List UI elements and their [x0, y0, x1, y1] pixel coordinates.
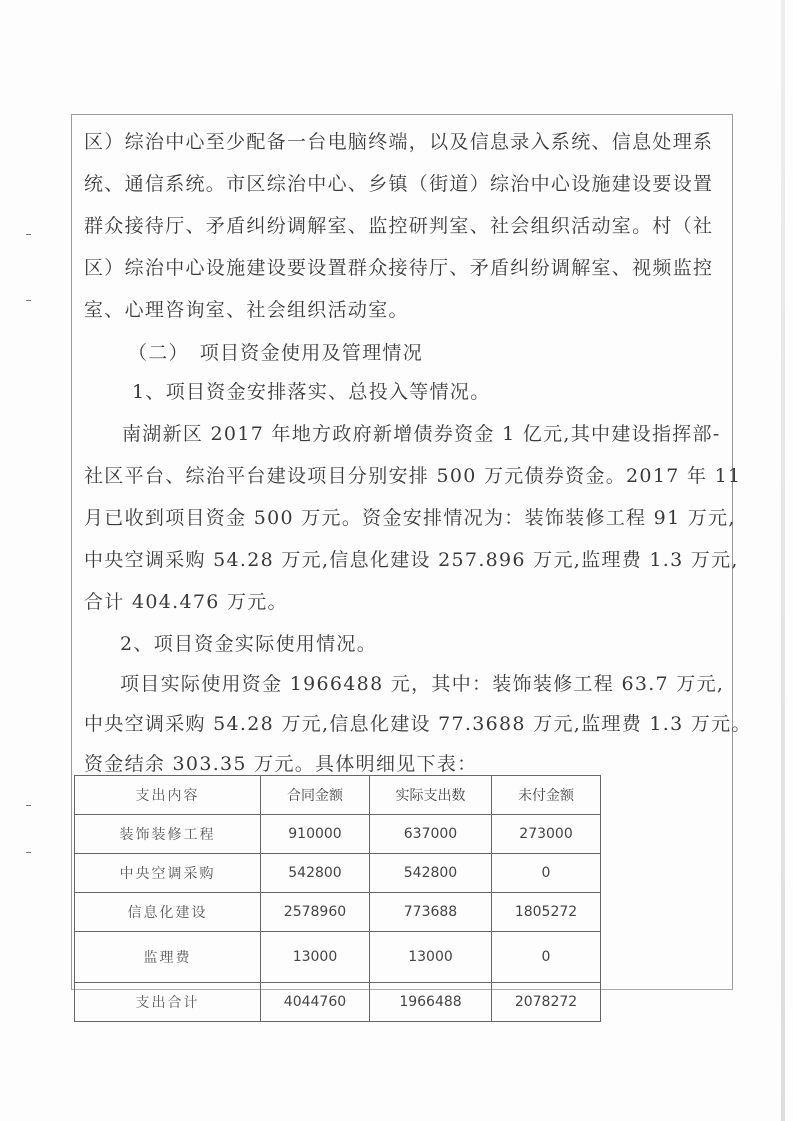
table-cell: 1966488	[369, 983, 491, 1022]
scan-mark	[26, 300, 31, 301]
table-row	[75, 815, 601, 854]
scan-mark	[26, 852, 31, 853]
paragraph-line: 合计 404.476 万元。	[84, 591, 288, 613]
table-cell: 13000	[369, 932, 491, 983]
table-row	[75, 854, 601, 893]
paragraph-line: 社区平台、综治平台建设项目分别安排 500 万元债券资金。2017 年 11	[84, 465, 742, 487]
table-cell: 中央空调采购	[75, 854, 261, 893]
table-cell: 监理费	[75, 932, 261, 983]
table-cell: 0	[492, 932, 601, 983]
paragraph-line: 资金结余 303.35 万元。具体明细见下表：	[84, 753, 478, 775]
paragraph-line: 区）综治中心至少配备一台电脑终端，以及信息录入系统、信息处理系	[84, 131, 714, 153]
table-cell: 1805272	[492, 893, 601, 932]
paragraph-line: 统、通信系统。市区综治中心、乡镇（街道）综治中心设施建设要设置	[84, 173, 714, 195]
table-cell: 装饰装修工程	[75, 815, 261, 854]
table-cell: 0	[492, 854, 601, 893]
table-cell: 2078272	[492, 983, 601, 1022]
paragraph-line: 中央空调采购 54.28 万元,信息化建设 77.3688 万元,监理费 1.3 万元。	[84, 713, 752, 735]
section-heading: （二） 项目资金使用及管理情况	[128, 342, 424, 364]
scan-edge	[781, 0, 785, 1121]
table-cell: 542800	[369, 854, 491, 893]
scan-mark	[26, 805, 31, 806]
table-cell: 信息化建设	[75, 893, 261, 932]
table-cell: 13000	[261, 932, 370, 983]
table-header-row	[75, 776, 601, 815]
header-cell: 合同金额	[261, 776, 370, 815]
paragraph-line: 室、心理咨询室、社会组织活动室。	[84, 299, 409, 321]
table-cell: 273000	[492, 815, 601, 854]
paragraph-line: 南湖新区 2017 年地方政府新增债券资金 1 亿元,其中建设指挥部-	[122, 423, 721, 445]
table-row	[75, 932, 601, 983]
subsection-heading: 1、项目资金安排落实、总投入等情况。	[132, 381, 491, 403]
header-cell: 支出内容	[75, 776, 261, 815]
paragraph-line: 中央空调采购 54.28 万元,信息化建设 257.896 万元,监理费 1.3 万元,	[84, 549, 739, 571]
paragraph-line: 群众接待厅、矛盾纠纷调解室、监控研判室、社会组织活动室。村（社	[84, 215, 714, 237]
table-total-row	[75, 983, 601, 1022]
paragraph-line: 项目实际使用资金 1966488 元，其中：装饰装修工程 63.7 万元,	[120, 673, 725, 695]
table-cell: 773688	[369, 893, 491, 932]
header-cell: 实际支出数	[369, 776, 491, 815]
table-cell: 支出合计	[75, 983, 261, 1022]
table-cell: 4044760	[261, 983, 370, 1022]
table-row	[75, 893, 601, 932]
paragraph-line: 区）综治中心设施建设要设置群众接待厅、矛盾纠纷调解室、视频监控	[84, 257, 714, 279]
header-cell: 未付金额	[492, 776, 601, 815]
scan-mark	[26, 234, 31, 235]
paragraph-line: 月已收到项目资金 500 万元。资金安排情况为：装饰装修工程 91 万元,	[84, 507, 736, 529]
subsection-heading: 2、项目资金实际使用情况。	[120, 633, 377, 655]
table-cell: 542800	[261, 854, 370, 893]
table-cell: 2578960	[261, 893, 370, 932]
table-cell: 637000	[369, 815, 491, 854]
table-cell: 910000	[261, 815, 370, 854]
expense-table	[74, 775, 601, 1022]
